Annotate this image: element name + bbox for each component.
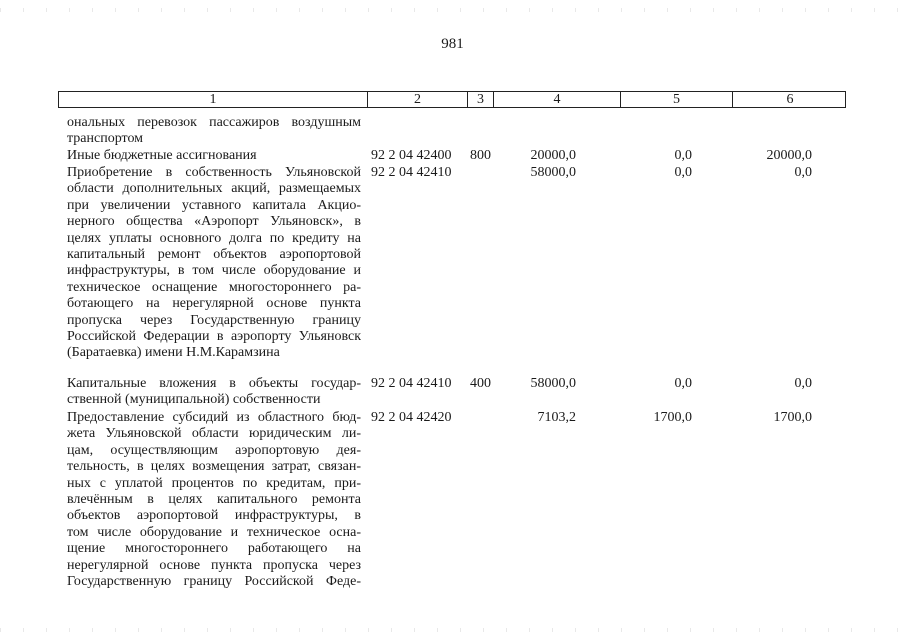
cell-code: 92 2 04 42420: [371, 410, 452, 425]
text-line: (Баратаевка) имени Н.М.Карамзина: [67, 345, 280, 361]
text-line: техническое оснащение многостороннего ра-: [67, 279, 361, 295]
text-line: целях уплаты основного долга по кредиту на: [67, 230, 361, 246]
text-line: ных с уплатой процентов по кредитам, при-: [67, 475, 361, 491]
cell-value-col4: 7103,2: [537, 410, 576, 425]
text-line: Российской Федерации в аэропорту Ульяновск: [67, 328, 361, 344]
cell-type: 400: [470, 376, 491, 391]
text-line: Иные бюджетные ассигнования: [67, 148, 257, 163]
text-line: области дополнительных акций, размещаемых: [67, 181, 361, 197]
cell-code: 92 2 04 42410: [371, 165, 452, 180]
header-col-5: 5: [620, 92, 732, 107]
cell-value-col5: 0,0: [674, 148, 692, 163]
text-line: транспортом: [67, 131, 144, 147]
scan-artifact-top: [0, 8, 905, 12]
cell-code: 92 2 04 42410: [371, 376, 452, 391]
text-line: инфраструктуры, в том числе оборудование и: [67, 263, 361, 279]
table-row-description: [67, 376, 361, 409]
header-col-2: 2: [367, 92, 467, 107]
table-row-description: [67, 148, 361, 164]
cell-value-col6: 0,0: [794, 165, 812, 180]
text-line: жета Ульяновской области юридическим ли-: [67, 426, 361, 442]
header-col-1: 1: [209, 92, 217, 107]
text-line: Капитальные вложения в объекты государ-: [67, 376, 361, 391]
text-line: объектов аэропортовой инфраструктуры, в: [67, 508, 361, 524]
cell-value-col5: 0,0: [674, 376, 692, 391]
text-line: при увеличении уставного капитала Акцио-: [67, 197, 361, 213]
text-line: пропуска через Государственную границу: [67, 312, 361, 328]
text-line: Государственную границу Российской Феде-: [67, 573, 361, 589]
cell-value-col4: 58000,0: [530, 376, 576, 391]
header-col-4: 4: [493, 92, 620, 107]
text-line: ственной (муниципальной) собственности: [67, 392, 321, 408]
cell-code: 92 2 04 42400: [371, 148, 452, 163]
text-line: том числе оборудование и техническое осна-: [67, 524, 361, 540]
header-col-6: 6: [732, 92, 847, 107]
cell-value-col6: 1700,0: [773, 410, 812, 425]
table-row-description: [67, 115, 361, 148]
cell-value-col5: 0,0: [674, 165, 692, 180]
text-line: влечённым в целях капитального ремонта: [67, 491, 361, 507]
cell-value-col4: 58000,0: [530, 165, 576, 180]
text-line: ональных перевозок пассажиров воздушным: [67, 115, 361, 130]
text-line: щение многостороннего работающего на: [67, 541, 361, 557]
cell-value-col6: 0,0: [794, 376, 812, 391]
text-line: нерегулярной основе пункта пропуска через: [67, 557, 361, 573]
header-col-3: 3: [467, 92, 493, 107]
cell-value-col4: 20000,0: [530, 148, 576, 163]
text-line: ботающего на нерегулярной основе пункта: [67, 296, 361, 312]
scan-artifact-bottom: [0, 628, 905, 632]
text-line: тельность, в целях возмещения затрат, связан-: [67, 459, 361, 475]
cell-type: 800: [470, 148, 491, 163]
cell-value-col5: 1700,0: [653, 410, 692, 425]
text-line: Приобретение в собственность Ульяновской: [67, 165, 361, 180]
table-row-description: [67, 165, 361, 362]
text-line: Предоставление субсидий из областного бюд-: [67, 410, 361, 425]
table-row-description: [67, 410, 361, 590]
page-number: 981: [441, 36, 464, 52]
text-line: цам, осуществляющим аэропортовую дея-: [67, 442, 361, 458]
cell-value-col6: 20000,0: [766, 148, 812, 163]
table-header: [58, 91, 846, 108]
text-line: капитальный ремонт объектов аэропортовой: [67, 246, 361, 262]
text-line: нерного общества «Аэропорт Ульяновск», в: [67, 214, 361, 230]
